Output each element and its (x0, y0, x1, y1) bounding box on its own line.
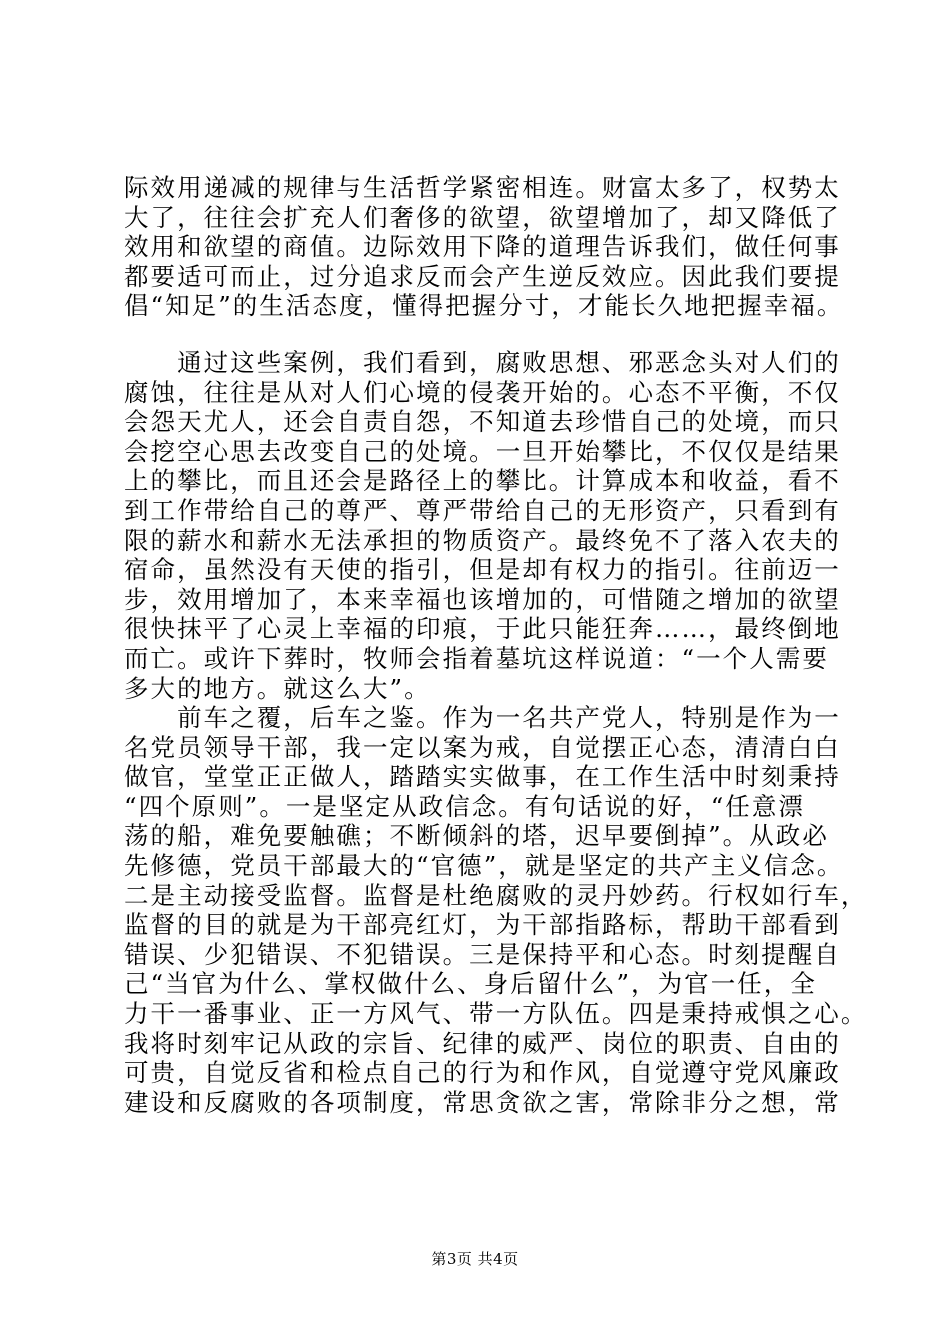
paragraph-2 (124, 348, 840, 703)
text-line: 大了，往往会扩充人们奢侈的欲望，欲望增加了，却又降低了 (124, 202, 841, 232)
paragraph-1 (124, 173, 844, 321)
text-line: 腐蚀，往往是从对人们心境的侵袭开始的。心态不平衡，不仅 (124, 377, 841, 407)
text-line: 前车之覆，后车之鉴。作为一名共产党人，特别是作为一 (124, 703, 841, 733)
text-line: 荡的船，难免要触礁；不断倾斜的塔，迟早要倒掉”。从政必 (124, 821, 829, 851)
text-line: 多大的地方。就这么大”。 (124, 673, 431, 703)
text-line: 我将时刻牢记从政的宗旨、纪律的威严、岗位的职责、自由的 (124, 1028, 841, 1058)
text-line: 都要适可而止，过分追求反而会产生逆反效应。因此我们要提 (124, 261, 841, 291)
paragraph-3 (124, 703, 868, 1117)
text-line: 二是主动接受监督。监督是杜绝腐败的灵丹妙药。行权如行车， (124, 880, 868, 910)
text-line: 建设和反腐败的各项制度，常思贪欲之害，常除非分之想，常 (124, 1087, 841, 1117)
text-line: 到工作带给自己的尊严、尊严带给自己的无形资产，只看到有 (124, 495, 841, 525)
text-line: 步，效用增加了，本来幸福也该增加的，可惜随之增加的欲望 (124, 584, 841, 614)
document-body (124, 173, 868, 1117)
page-number-footer: 第3页 共4页 (431, 1250, 519, 1268)
text-line: 先修德，党员干部最大的“官德”，就是坚定的共产主义信念。 (124, 851, 844, 881)
text-line: 可贵，自觉反省和检点自己的行为和作风，自觉遵守党风廉政 (124, 1058, 841, 1088)
text-line: 倡“知足”的生活态度，懂得把握分寸，才能长久地把握幸福。 (124, 291, 844, 321)
text-line: 限的薪水和薪水无法承担的物质资产。最终免不了落入农夫的 (124, 525, 841, 555)
text-line: 会怨天尤人，还会自责自怨，不知道去珍惜自己的处境，而只 (124, 407, 841, 437)
text-line: 宿命，虽然没有天使的指引，但是却有权力的指引。往前迈一 (124, 555, 841, 585)
text-line: 名党员领导干部，我一定以案为戒，自觉摆正心态，清清白白 (124, 732, 841, 762)
text-line: 际效用递减的规律与生活哲学紧密相连。财富太多了，权势太 (124, 173, 841, 202)
text-line: 而亡。或许下葬时，牧师会指着墓坑这样说道：“一个人需要 (124, 643, 829, 673)
text-line: 力干一番事业、正一方风气、带一方队伍。四是秉持戒惧之心。 (124, 999, 868, 1029)
text-line: 做官，堂堂正正做人，踏踏实实做事，在工作生活中时刻秉持 (124, 762, 841, 792)
text-line: 上的攀比，而且还会是路径上的攀比。计算成本和收益，看不 (124, 466, 841, 496)
text-line: 很快抹平了心灵上幸福的印痕，于此只能狂奔……，最终倒地 (124, 614, 841, 644)
text-line: 错误、少犯错误、不犯错误。三是保持平和心态。时刻提醒自 (124, 939, 841, 969)
text-line: 通过这些案例，我们看到，腐败思想、邪恶念头对人们的 (124, 347, 841, 377)
text-line: “四个原则”。一是坚定从政信念。有句话说的好，“任意漂 (124, 791, 805, 821)
text-line: 会挖空心思去改变自己的处境。一旦开始攀比，不仅仅是结果 (124, 436, 841, 466)
text-line: 效用和欲望的商值。边际效用下降的道理告诉我们，做任何事 (124, 232, 841, 262)
paragraph-gap (124, 321, 840, 348)
text-line: 监督的目的就是为干部亮红灯，为干部指路标，帮助干部看到 (124, 910, 841, 940)
text-line: 己“当官为什么、掌权做什么、身后留什么”，为官一任，全 (124, 969, 817, 999)
